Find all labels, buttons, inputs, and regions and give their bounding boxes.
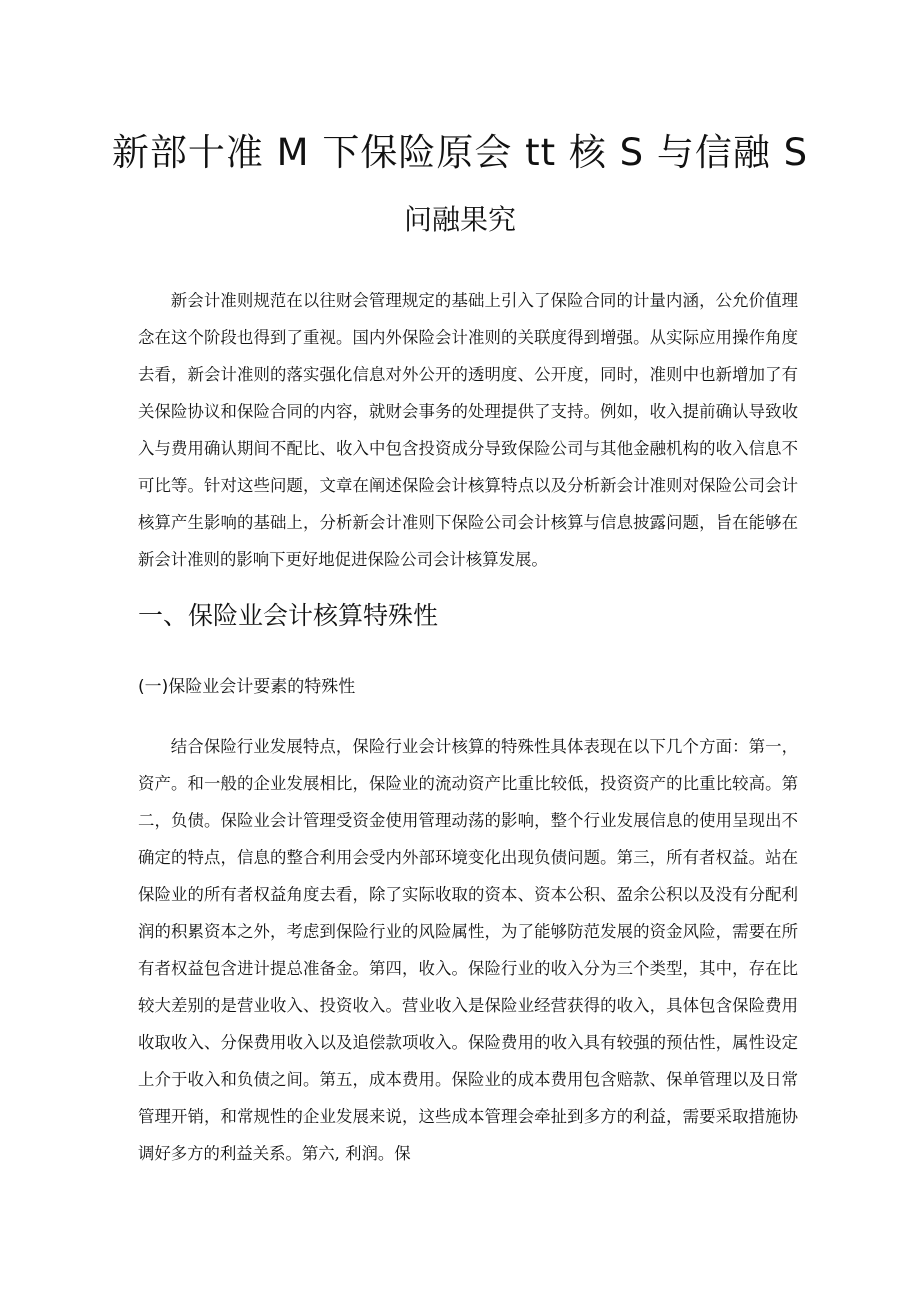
body-paragraph: 结合保险行业发展特点，保险行业会计核算的特殊性具体表现在以下几个方面：第一，资产。和一般的企业发展相比，保险业的流动资产比重比较低，投资资产的比重比较高。第二，负债。保险业会计管理受资金使用管理动荡的影响，整个行业发展信息的使用呈现出不确定的特点，信息的整合利用会受内外部环境变化出现负债问题。第三，所有者权益。站在保险业的所有者权益角度去看，除了实际收取的资本、资本公积、盈余公积以及没有分配利润的积累资本之外，考虑到保险行业的风险属性，为了能够防范发展的资金风险，需要在所有者权益包含进计提总准备金。第四，收入。保险行业的收入分为三个类型，其中，存在比较大差别的是营业收入、投资收入。营业收入是保险业经营获得的收入，具体包含保险费用收取收入、分保费用收入以及追偿款项收入。保险费用的收入具有较强的预估性，属性设定上介于收入和负债之间。第五，成本费用。保险业的成本费用包含赔款、保单管理以及日常管理开销，和常规性的企业发展来说，这些成本管理会牵扯到多方的利益，需要采取措施协调好多方的利益关系。第六, 利润。保 [138, 737, 798, 1163]
document-title-line-1: 新部十准 M 下保险原会 tt 核 S 与信融 S [111, 131, 809, 174]
subsection-heading: (一)保险业会计要素的特殊性 [138, 677, 356, 697]
intro-paragraph: 新会计准则规范在以往财会管理规定的基础上引入了保险合同的计量内涵，公允价值理念在这个阶段也得到了重视。国内外保险会计准则的关联度得到增强。从实际应用操作角度去看，新会计准则的落实强化信息对外公开的透明度、公开度，同时，准则中也新增加了有关保险协议和保险合同的内容，就财会事务的处理提供了支持。例如，收入提前确认导致收入与费用确认期间不配比、收入中包含投资成分导致保险公司与其他金融机构的收入信息不可比等。针对这些问题，文章在阐述保险会计核算特点以及分析新会计准则对保险公司会计核算产生影响的基础上，分析新会计准则下保险公司会计核算与信息披露问题，旨在能够在新会计准则的影响下更好地促进保险公司会计核算发展。 [138, 291, 798, 569]
section-heading: 一、保险业会计核算特殊性 [138, 601, 439, 630]
document-title-line-2: 问融果究 [403, 203, 516, 236]
